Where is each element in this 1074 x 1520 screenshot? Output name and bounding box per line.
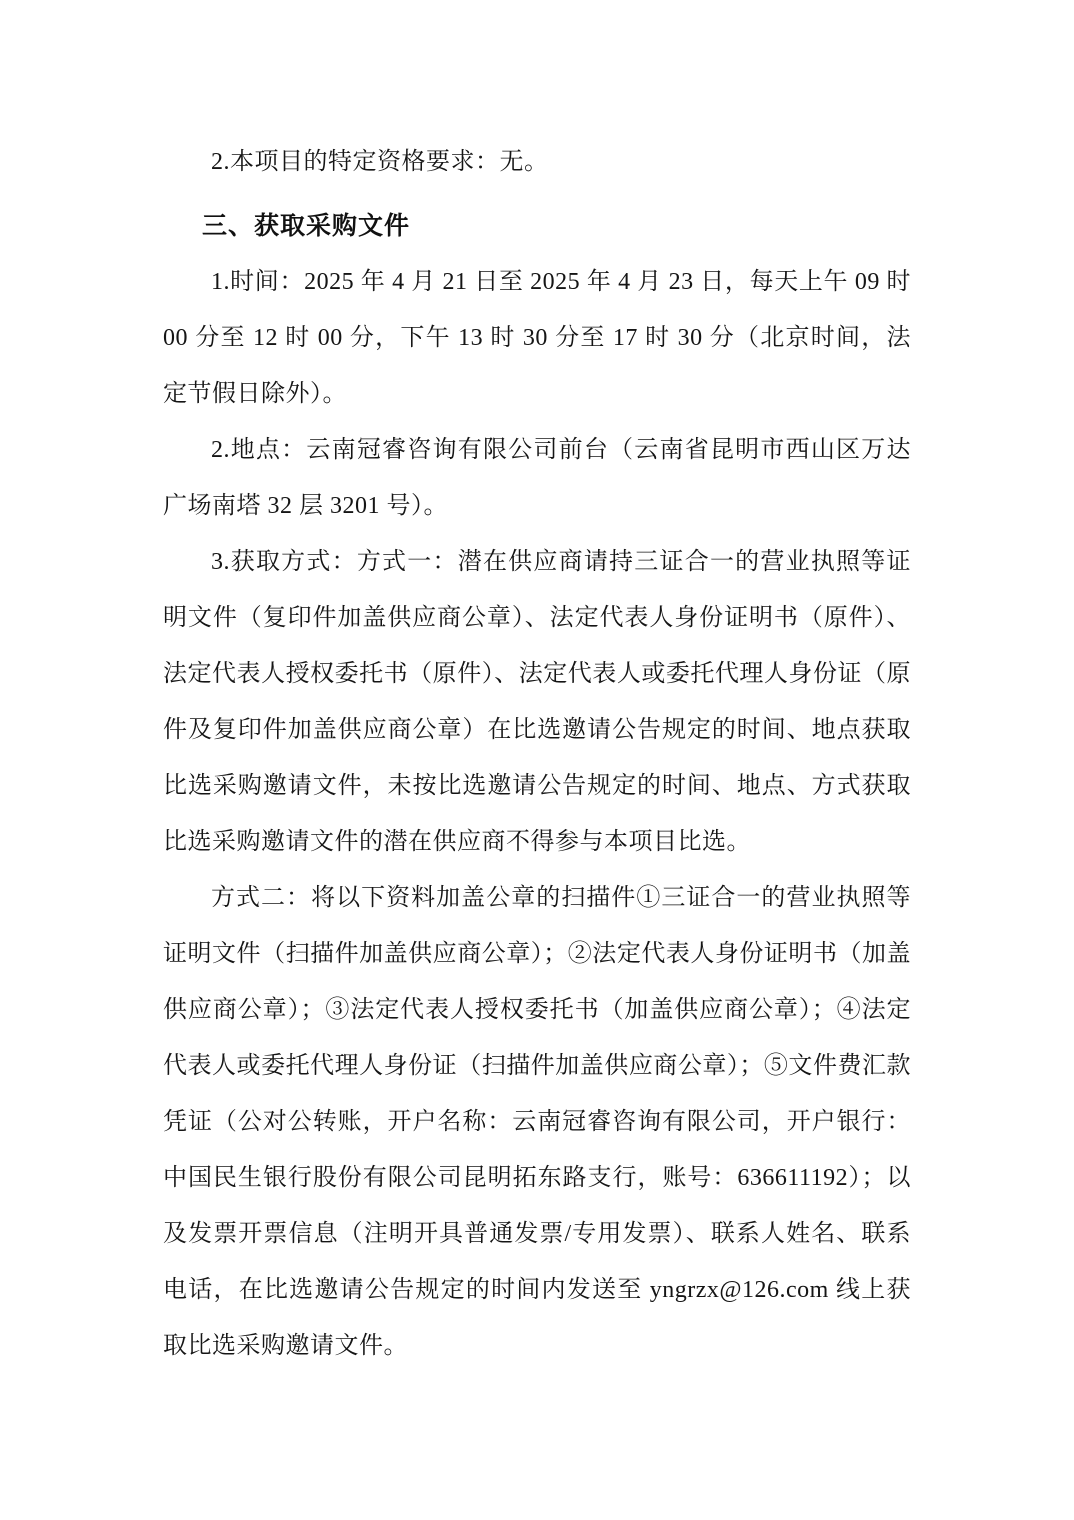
paragraph-acquisition-method-one: 3.获取方式：方式一：潜在供应商请持三证合一的营业执照等证明文件（复印件加盖供应商公章）、法定代表人身份证明书（原件）、法定代表人授权委托书（原件）、法定代表人或委托代理人身份证（原件及复印件加盖供应商公章）在比选邀请公告规定的时间、地点获取比选采购邀请文件，未按比选邀请公告规定的时间、地点、方式获取比选采购邀请文件的潜在供应商不得参与本项目比选。 <box>163 549 911 855</box>
section-heading-obtain-procurement-documents: 三、获取采购文件 <box>202 212 411 240</box>
paragraph-pickup-location: 2.地点：云南冠睿咨询有限公司前台（云南省昆明市西山区万达广场南塔 32 层 3201 号）。 <box>163 437 911 519</box>
paragraph-pickup-time: 1.时间：2025 年 4 月 21 日至 2025 年 4 月 23 日，每天上午 09 时 00 分至 12 时 00 分，下午 13 时 30 分至 17 时 30 分（北京时间，法定节假日除外）。 <box>163 269 911 407</box>
paragraph-qualification-requirement: 2.本项目的特定资格要求：无。 <box>211 149 549 175</box>
paragraph-acquisition-method-two: 方式二：将以下资料加盖公章的扫描件①三证合一的营业执照等证明文件（扫描件加盖供应商公章）；②法定代表人身份证明书（加盖供应商公章）；③法定代表人授权委托书（加盖供应商公章）；④法定代表人或委托代理人身份证（扫描件加盖供应商公章）；⑤文件费汇款凭证（公对公转账，开户名称：云南冠睿咨询有限公司，开户银行：中国民生银行股份有限公司昆明拓东路支行，账号：636611192）；以及发票开票信息（注明开具普通发票/专用发票）、联系人姓名、联系电话，在比选邀请公告规定的时间内发送至 yngrzx@126.com 线上获取比选采购邀请文件。 <box>163 885 911 1359</box>
